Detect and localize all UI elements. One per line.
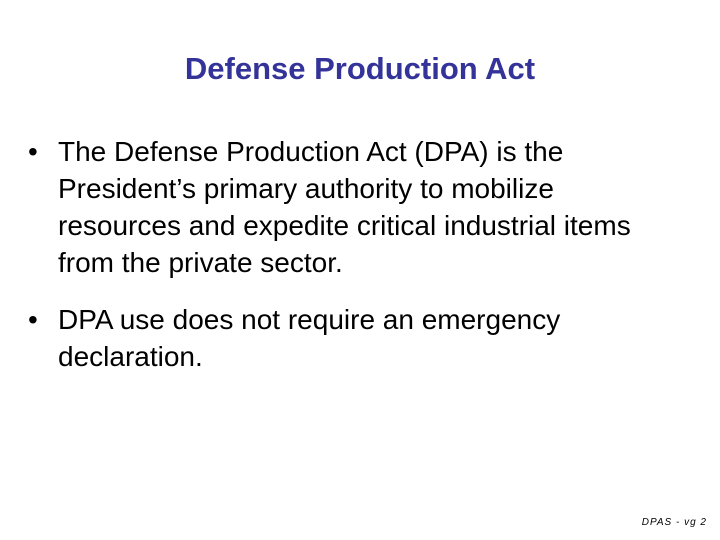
bullet-marker: •: [28, 304, 38, 335]
bullet-text: DPA use does not require an emergency declaration.: [58, 304, 561, 372]
slide-title: Defense Production Act: [184, 51, 536, 86]
bullet-list: [22, 133, 662, 375]
bullet-item: [22, 301, 662, 375]
bullet-marker: •: [28, 136, 38, 167]
slide-footer: DPAS - vg 2: [641, 517, 707, 528]
bullet-text: The Defense Production Act (DPA) is the President’s primary authority to mobilize resources and expedite critical industrial items from the private sector.: [58, 136, 631, 278]
bullet-item: [22, 133, 662, 281]
